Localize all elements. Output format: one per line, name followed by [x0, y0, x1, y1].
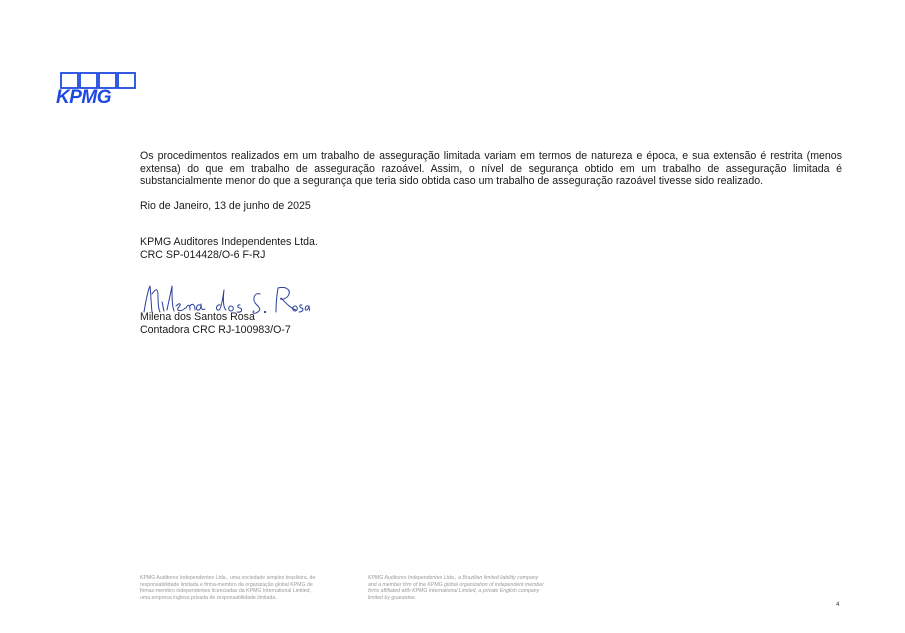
disclaimer-paragraph-block	[140, 150, 842, 188]
footer-line: responsabilidade limitada e firma-membro da organização global KPMG de	[140, 581, 313, 588]
kpmg-logo	[55, 72, 139, 106]
firm-block	[140, 236, 318, 261]
footer-line: limited by guarantee.	[368, 594, 417, 601]
footer-legal-portuguese	[140, 575, 345, 601]
disclaimer-paragraph: Os procedimentos realizados em um trabalho de asseguração limitada variam em termos de natureza e época, e sua extensão é restrita (menos extensa) do que em trabalho de asseguração razoável. Assim, o nível de segurança obtido em um trabalho de asseguração limitada é substancialmente menor do que a segurança que teria sido obtida caso um trabalho de asseguração razoável tivesse sido realizado.	[140, 150, 842, 188]
footer-line: KPMG Auditores Independentes Ltda., uma sociedade simples brasileira, de	[140, 575, 316, 581]
signer-name: Milena dos Santos Rosa	[140, 311, 255, 323]
footer-legal-english	[368, 575, 573, 601]
footer-line: firmas-membro independentes licenciadas da KPMG International Limited,	[140, 588, 311, 595]
footer-line: KPMG Auditores Independentes Ltda., a Brazilian limited liability company	[368, 575, 539, 581]
place-date: Rio de Janeiro, 13 de junho de 2025	[140, 200, 311, 212]
footer-line: and a member firm of the KPMG global organization of independent member	[368, 581, 544, 588]
page-number: 4	[836, 602, 840, 608]
signer-block	[140, 311, 291, 336]
svg-text:KPMG: KPMG	[56, 87, 111, 106]
footer-line: uma empresa inglesa privada de responsabilidade limitada.	[140, 594, 277, 601]
firm-name: KPMG Auditores Independentes Ltda.	[140, 236, 318, 248]
signer-title: Contadora CRC RJ-100983/O-7	[140, 323, 291, 336]
firm-crc: CRC SP-014428/O-6 F-RJ	[140, 248, 266, 261]
footer-line: firms affiliated with KPMG International Limited, a private English company	[368, 588, 540, 595]
